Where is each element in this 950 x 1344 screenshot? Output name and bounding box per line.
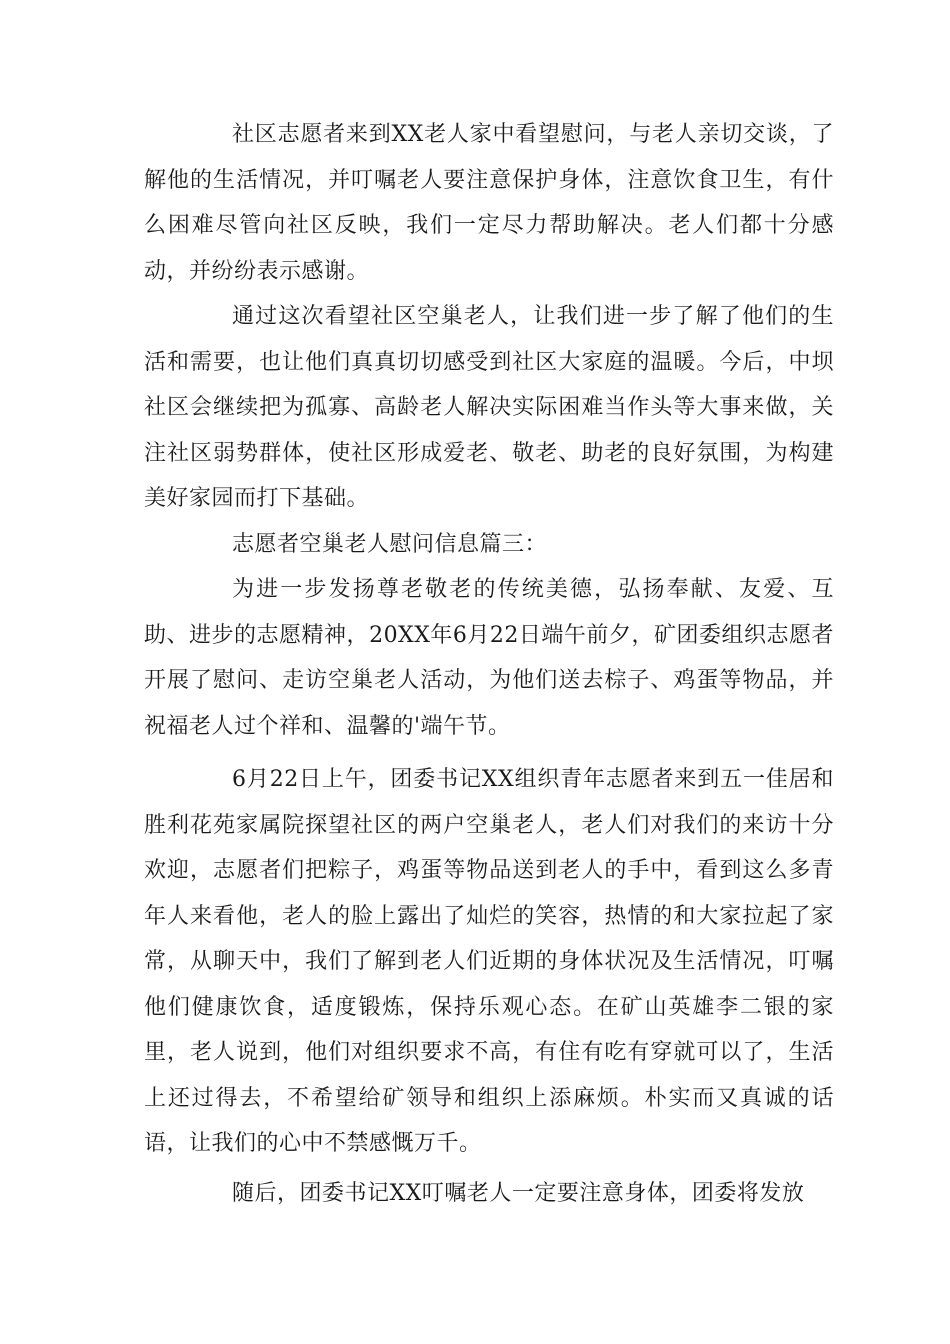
paragraph-dragon-boat-activity: 为进一步发扬尊老敬老的传统美德，弘扬奉献、友爱、互助、进步的志愿精神，20XX年6月22日端午前夕，矿团委组织志愿者开展了慰问、走访空巢老人活动，为他们送去棕子、鸡蛋等物品，并祝福老人过个祥和、温馨的'端午节。 bbox=[144, 577, 834, 739]
paragraph-follow-up: 随后，团委书记XX叮嘱老人一定要注意身体，团委将发放 bbox=[232, 1180, 805, 1206]
paragraph-june-visit: 6月22日上午，团委书记XX组织青年志愿者来到五一佳居和胜利花苑家属院探望社区的两户空巢老人，老人们对我们的来访十分欢迎，志愿者们把粽子，鸡蛋等物品送到老人的手中，看到这么多青年人来看他，老人的脸上露出了灿烂的笑容，热情的和大家拉起了家常，从聊天中，我们了解到老人们近期的身体状况及生活情况，叮嘱他们健康饮食，适度锻炼，保持乐观心态。在矿山英雄李二银的家里，老人说到，他们对组织要求不高，有住有吃有穿就可以了，生活上还过得去，不希望给矿领导和组织上添麻烦。朴实而又真诚的话语，让我们的心中不禁感慨万千。 bbox=[144, 767, 834, 1156]
document-body bbox=[144, 112, 834, 1216]
paragraph-volunteer-visit: 社区志愿者来到XX老人家中看望慰问，与老人亲切交谈，了解他的生活情况，并叮嘱老人要注意保护身体，注意饮食卫生，有什么困难尽管向社区反映，我们一定尽力帮助解决。老人们都十分感动，并纷纷表示感谢。 bbox=[144, 122, 834, 284]
section-heading-part-three: 志愿者空巢老人慰问信息篇三： bbox=[232, 531, 548, 557]
paragraph-community-warmth: 通过这次看望社区空巢老人，让我们进一步了解了他们的生活和需要，也让他们真真切切感受到社区大家庭的温暖。今后，中坝社区会继续把为孤寡、高龄老人解决实际困难当作头等大事来做，关注社区弱势群体，使社区形成爱老、敬老、助老的良好氛围，为构建美好家园而打下基础。 bbox=[144, 304, 834, 511]
